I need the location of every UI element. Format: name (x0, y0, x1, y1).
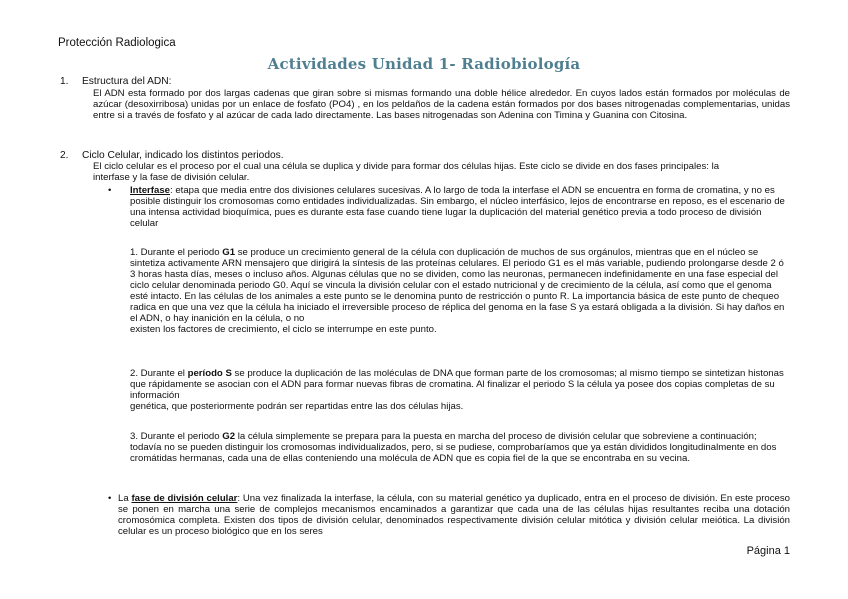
document-title: Actividades Unidad 1- Radiobiología (267, 55, 581, 73)
period-s-text: se produce la duplicación de las moléculas de DNA que forman parte de los cromosomas; al mismo tiempo se sintetizan histonas que rápidamente se asocian con el ADN para formar nuevas fibras de cromatina. Al finalizar el periodo S la célula ya posee dos copias completas de su información (130, 368, 784, 401)
period-g1-paragraph (130, 247, 790, 335)
period-g2-prefix: 3. Durante el periodo (130, 431, 223, 442)
section-1-body: El ADN esta formado por dos largas cadenas que giran sobre si mismas formando una doble hélice alrededor. En cuyos lados están formados por moléculas de azúcar (desoxirribosa) unidas por un enlace de fosfato (PO4) , en los peldaños de la cadena están formados por dos bases nitrogenadas complementarias, unidas entre si a través de fosfato y al azúcar de cada lado directamente. Las bases nitrogenadas son Adenina con Timina y Guanina con Citosina. (93, 88, 790, 121)
division-bullet: • (108, 493, 112, 504)
division-term: fase de división celular (131, 493, 238, 504)
period-g1-text: se produce un crecimiento general de la célula con duplicación de muchos de sus orgánulos, mientras que en el núcleo se sintetiza activamente ARN mensajero que dirigirá la síntesis de las proteínas celulares. El periodo G1 es el más variable, pudiendo prolongarse desde 2 ó 3 horas hasta días, meses o incluso años. Algunas células que no se dividen, como las neuronas, permanecen indefinidamente en una fase especial del ciclo celular denominada periodo G0. Aquí se vincula la división celular con el estado nutricional y de crecimiento de la célula, así como que el genoma esté intacto. En las células de los animales a este punto se le denomina punto de restricción o punto R. La importancia básica de este punto de chequeo radica en que una vez que la célula ha iniciado el irreversible proceso de réplica del genoma en la fase S ya estará obligada a la división. Si hay daños en el ADN, o hay inanición en la célula, o no (130, 247, 785, 324)
division-prefix: La (118, 493, 132, 504)
section-2-title: Ciclo Celular, indicado los distintos periodos. (82, 150, 284, 161)
interfase-text: : etapa que media entre dos divisiones celulares sucesivas. A lo largo de toda la interfase el ADN se encuentra en forma de cromatina, y no es posible distinguir los cromosomas como entidades individualizadas. Sin embargo, el núcleo interfásico, lejos de encontrarse en reposo, es el escenario de una intensa actividad bioquímica, pues es durante esta fase cuando tiene lugar la duplicación del material genético previa a todo proceso de división celular (130, 185, 785, 229)
period-g1-tail: existen los factores de crecimiento, el ciclo se interrumpe en este punto. (130, 324, 437, 335)
period-g2-text: la célula simplemente se prepara para la puesta en marcha del proceso de división celular que sobreviene a continuación; todavía no se pueden distinguir los cromosomas individualizados, pero, si se pudiese, comprobaríamos que ya están divididos longitudinalmente en dos cromátidas hermanas, cada una de ellas conteniendo una molécula de ADN que es copia fiel de la que se encontraba en su vecina. (130, 431, 777, 464)
section-2-intro: El ciclo celular es el proceso por el cual una célula se duplica y divide para formar dos células hijas. Este ciclo se divide en dos fases principales: la interfase y la fase de división celular. (93, 161, 720, 183)
period-g1-term: G1 (222, 247, 236, 258)
period-s-tail: genética, que posteriormente podrán ser repartidas entre las dos células hijas. (130, 401, 464, 412)
section-1-heading (60, 76, 171, 87)
division-paragraph (118, 493, 790, 537)
period-s-prefix: 2. Durante el (130, 368, 188, 379)
period-s-paragraph (130, 368, 790, 412)
period-g2-paragraph (130, 431, 790, 464)
section-1-title: Estructura del ADN: (82, 76, 172, 87)
period-g1-prefix: 1. Durante el periodo (130, 247, 223, 258)
interfase-bullet: • (108, 185, 112, 196)
interfase-term: Interfase (130, 185, 170, 196)
section-2-heading (60, 150, 284, 161)
division-text: : Una vez finalizada la interfase, la célula, con su material genético ya duplicado, entra en el proceso de división. En este proceso se ponen en marcha una serie de complejos mecanismos encaminados a garantizar que cada una de las células hijas resultantes reciba una dotación cromosómica completa. Existen dos tipos de división celular, denominados respectivamente división celular mitótica y división celular meiótica. La división celular es un proceso biológico que en los seres (118, 493, 790, 537)
period-s-term: período S (187, 368, 232, 379)
section-1-number: 1. (60, 76, 69, 87)
document-header: Protección Radiologica (58, 37, 176, 49)
period-g2-term: G2 (222, 431, 236, 442)
page-number: Página 1 (746, 545, 790, 557)
interfase-paragraph (130, 185, 790, 229)
section-2-number: 2. (60, 150, 69, 161)
